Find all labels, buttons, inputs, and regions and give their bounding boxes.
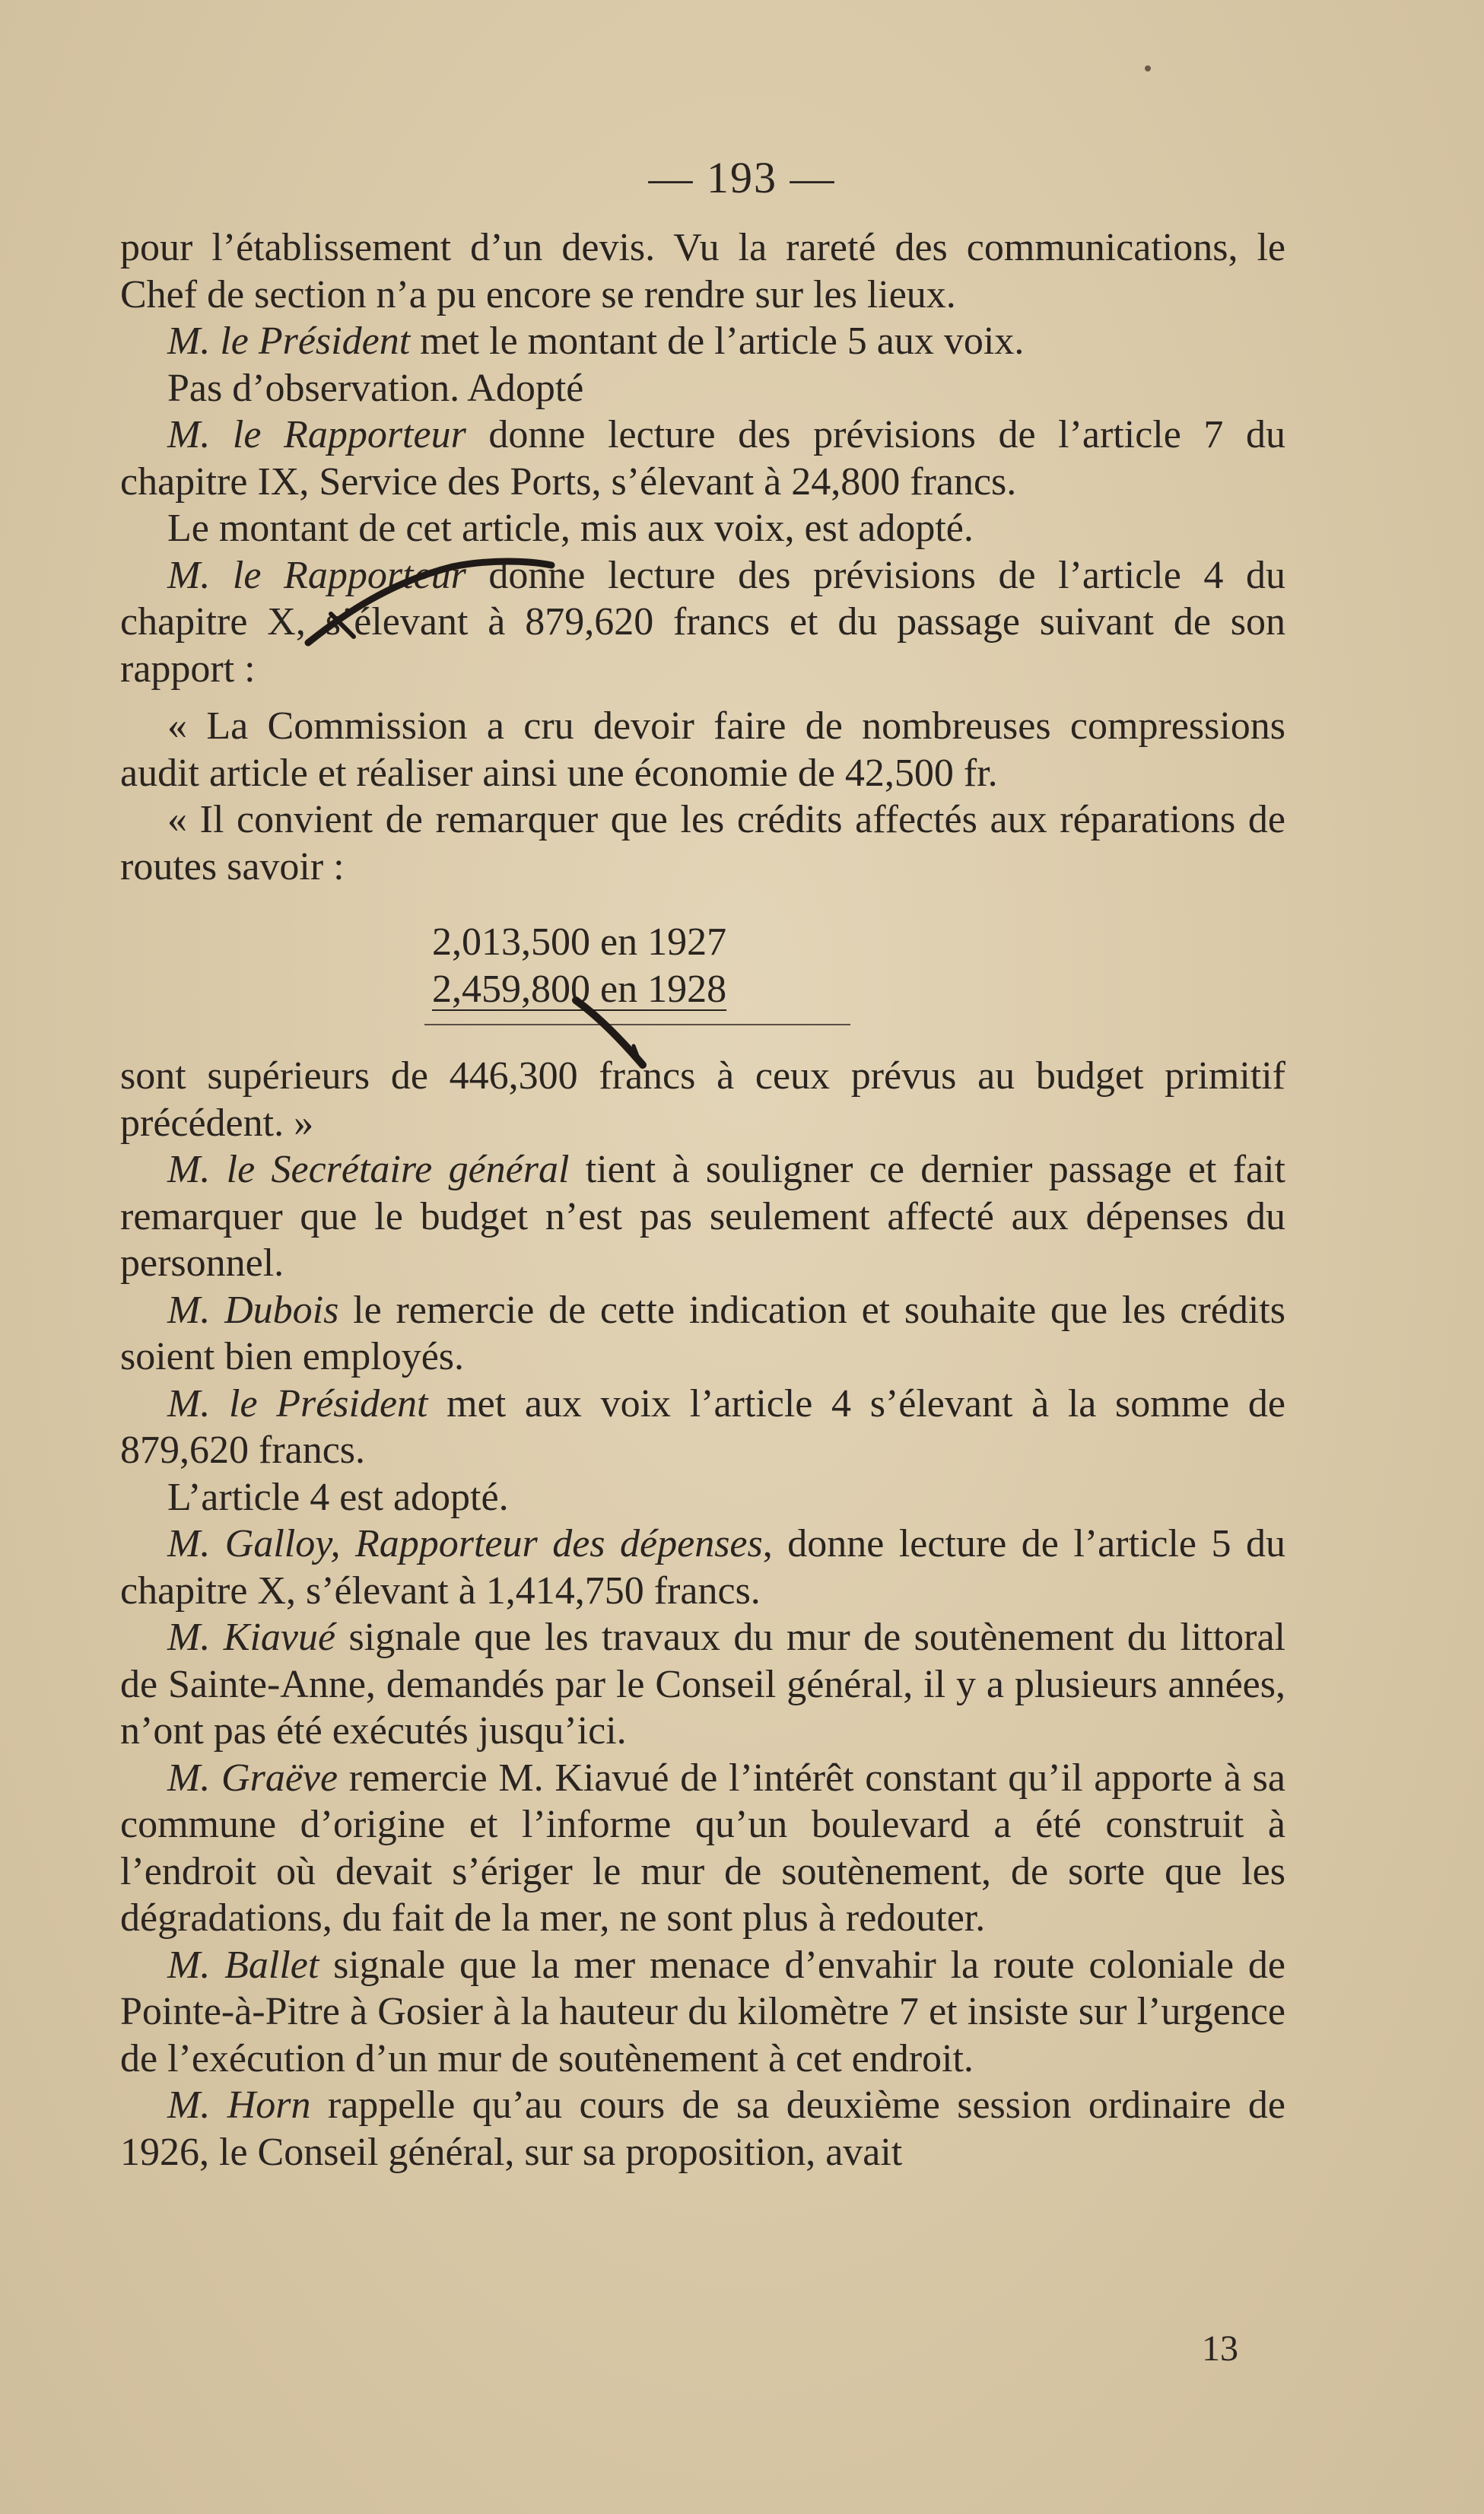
paragraph-text: pour l’établissement d’un devis. Vu la rareté des communications, le Chef de section n’a pu encore se rendre sur les lieux. bbox=[120, 226, 1285, 316]
paragraph bbox=[120, 1053, 1285, 1146]
paragraph-text: met aux voix l’article 4 s’élevant à la somme de 879,620 francs. bbox=[120, 1381, 1286, 1472]
speaker: M. le Rapporteur bbox=[167, 413, 466, 456]
paragraph-text: donne lecture des prévisions de l’article 4 du chapitre X, s’élevant à 879,620 francs et du passage suivant de son rapport : bbox=[120, 553, 1286, 691]
speaker: M. Ballet bbox=[167, 1943, 319, 1987]
paragraph bbox=[120, 1474, 1285, 1521]
paragraph bbox=[120, 1755, 1285, 1942]
speaker: M. Graëve bbox=[167, 1756, 338, 1800]
paragraph-text: rappelle qu’au cours de sa deuxième session ordinaire de 1926, le Conseil général, sur sa proposition, avait bbox=[120, 2083, 1286, 2174]
speaker: M. Kiavué bbox=[167, 1616, 336, 1659]
page-number: — 193 — bbox=[648, 153, 836, 202]
speaker: M. Horn bbox=[167, 2083, 311, 2127]
paragraph bbox=[120, 796, 1285, 890]
paragraph-text: met le montant de l’article 5 aux voix. bbox=[410, 319, 1025, 363]
paragraph bbox=[120, 1381, 1285, 1474]
speaker: M. Dubois bbox=[167, 1288, 339, 1332]
paragraph-text: le remercie de cette indication et souhaite que les crédits soient bien employés. bbox=[120, 1288, 1285, 1378]
paragraph bbox=[120, 552, 1285, 693]
speaker: M. le Secrétaire général bbox=[167, 1148, 570, 1191]
signature-mark: 13 bbox=[1202, 2328, 1238, 2369]
paragraph-text: sont supérieurs de 446,300 francs à ceux prévus au budget primitif précédent. » bbox=[120, 1054, 1285, 1145]
figures-block bbox=[120, 919, 1285, 1025]
paragraph bbox=[120, 505, 1285, 552]
figure-line: 2,013,500 en 1927 bbox=[432, 920, 727, 964]
paragraph bbox=[120, 2082, 1285, 2176]
paragraph-text: Pas d’observation. Adopté bbox=[167, 366, 584, 410]
paragraph-text: signale que la mer menace d’envahir la route coloniale de Pointe-à-Pitre à Gosier à la hauteur du kilomètre 7 et insiste sur l’urgence de l’exécution d’un mur de soutènement à cet endroit. bbox=[120, 1943, 1285, 2080]
speaker: M. le Président bbox=[167, 319, 411, 363]
paragraph bbox=[120, 703, 1285, 796]
speaker: M. le Rapporteur bbox=[167, 553, 466, 597]
paragraph-text: donne lecture des prévisions de l’article 7 du chapitre IX, Service des Ports, s’élevant à 24,800 francs. bbox=[120, 413, 1286, 504]
underline-rule bbox=[424, 1024, 850, 1025]
body-text bbox=[120, 224, 1285, 2176]
paragraph bbox=[120, 318, 1285, 365]
paragraph-text: , donne lecture de l’article 5 du chapitre X, s’élevant à 1,414,750 francs. bbox=[120, 1522, 1285, 1613]
paragraph-text: L’article 4 est adopté. bbox=[167, 1475, 509, 1519]
paragraph bbox=[120, 1146, 1285, 1287]
speaker: M. le Président bbox=[167, 1381, 428, 1425]
paragraph bbox=[120, 412, 1285, 505]
ink-speck bbox=[1145, 65, 1151, 72]
paragraph-text: signale que les travaux du mur de soutènement du littoral de Sainte-Anne, demandés par le Conseil général, il y a plusieurs années, n’ont pas été exécutés jusqu’ici. bbox=[120, 1616, 1286, 1753]
paragraph bbox=[120, 1614, 1285, 1755]
paragraph bbox=[120, 1287, 1285, 1381]
paragraph-text: tient à souligner ce dernier passage et fait remarquer que le budget n’est pas seulement affecté aux dépenses du personnel. bbox=[120, 1148, 1285, 1285]
paragraph bbox=[120, 365, 1285, 412]
paragraph bbox=[120, 1521, 1285, 1614]
paragraph-text: « La Commission a cru devoir faire de nombreuses compressions audit article et réaliser ainsi une économie de 42,500 fr. bbox=[120, 704, 1285, 795]
paragraph bbox=[120, 1942, 1285, 2083]
figure-line: 2,459,800 en 1928 bbox=[432, 968, 727, 1011]
speaker: M. Galloy, Rapporteur des dépenses bbox=[167, 1522, 763, 1565]
paragraph bbox=[120, 224, 1285, 318]
paragraph-text: Le montant de cet article, mis aux voix, est adopté. bbox=[167, 507, 974, 550]
paragraph-text: remercie M. Kiavué de l’intérêt constant qu’il apporte à sa commune d’origine et l’informe qu’un boulevard a été construit à l’endroit où devait s’ériger le mur de soutènement, de sorte que les dégradations, du fait de la mer, ne sont plus à redouter. bbox=[120, 1756, 1285, 1940]
paragraph-text: « Il convient de remarquer que les crédits affectés aux réparations de routes savoir : bbox=[120, 798, 1285, 888]
